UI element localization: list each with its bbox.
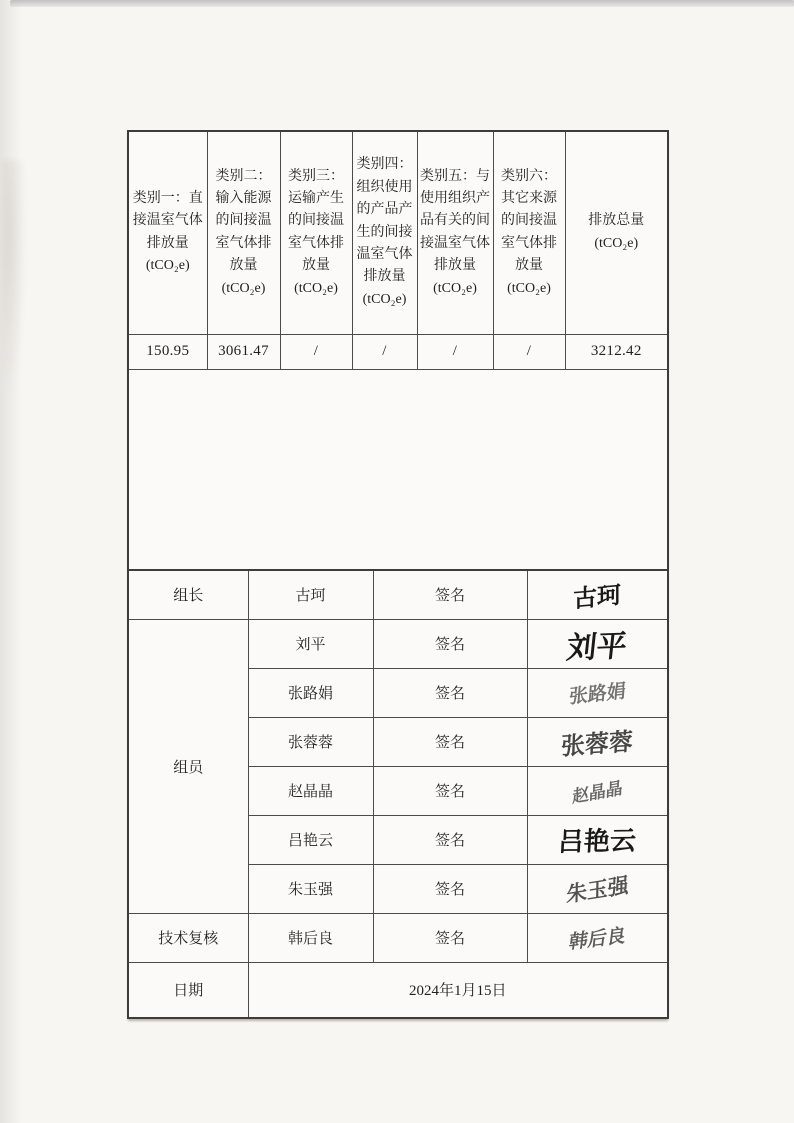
name-cell: 韩后良 (248, 913, 373, 962)
signature-cell (527, 864, 668, 913)
handwritten-signature: 吕艳云 (557, 826, 637, 857)
name-cell: 刘平 (248, 619, 373, 668)
name-cell: 张蓉蓉 (248, 717, 373, 766)
paper-smudge (2, 160, 28, 400)
value-category2: 3061.47 (207, 334, 280, 369)
signature-cell (527, 815, 668, 864)
col-header-category4: 类别四：组织使用的产品产生的间接温室气体排放量 (tCO₂e) (352, 131, 417, 334)
handwritten-signature: 朱玉强 (565, 872, 629, 907)
signature-cell (527, 570, 668, 620)
reviewer-row (128, 913, 668, 962)
col-header-category1: 类别一：直接温室气体排放量(tCO₂e) (128, 131, 207, 334)
col-header-category3: 类别三：运输产生的间接温室气体排放量 (tCO₂e) (280, 131, 352, 334)
leader-row (128, 570, 668, 620)
value-category3: / (280, 334, 352, 369)
col-header-category2: 类别二：输入能源的间接温室气体排放量 (tCO₂e) (207, 131, 280, 334)
emissions-header-row (128, 131, 668, 334)
value-category1: 150.95 (128, 334, 207, 369)
signature-cell (527, 913, 668, 962)
signature-table (127, 569, 669, 1019)
date-row (128, 962, 668, 1018)
sign-label-cell: 签名 (373, 619, 527, 668)
sign-label-cell: 签名 (373, 913, 527, 962)
handwritten-signature: 赵晶晶 (571, 778, 623, 807)
value-category5: / (417, 334, 493, 369)
signature-cell (527, 766, 668, 815)
sign-label-cell: 签名 (373, 570, 527, 620)
sign-label-cell: 签名 (373, 864, 527, 913)
sign-label-cell: 签名 (373, 717, 527, 766)
empty-spacer-row (128, 369, 668, 570)
handwritten-signature: 韩后良 (567, 925, 627, 954)
name-cell: 朱玉强 (248, 864, 373, 913)
member-row (128, 619, 668, 668)
document-table-area (127, 130, 669, 1019)
handwritten-signature: 张路娟 (568, 680, 627, 709)
handwritten-signature: 张蓉蓉 (560, 729, 634, 761)
role-cell-leader: 组长 (128, 570, 248, 620)
signature-cell (527, 619, 668, 668)
signature-cell (527, 717, 668, 766)
col-header-category6: 类别六：其它来源的间接温室气体排放量 (tCO₂e) (493, 131, 565, 334)
col-header-total: 排放总量 (tCO₂e) (565, 131, 668, 334)
handwritten-signature: 刘平 (565, 629, 629, 665)
sign-label-cell: 签名 (373, 766, 527, 815)
value-category6: / (493, 334, 565, 369)
scan-edge-artifact (10, 0, 794, 7)
name-cell: 张路娟 (248, 668, 373, 717)
empty-notes-cell (128, 369, 668, 570)
handwritten-signature: 古珂 (573, 582, 622, 614)
role-cell-reviewer: 技术复核 (128, 913, 248, 962)
value-category4: / (352, 334, 417, 369)
role-cell-members: 组员 (128, 619, 248, 913)
signature-cell (527, 668, 668, 717)
name-cell: 吕艳云 (248, 815, 373, 864)
name-cell: 赵晶晶 (248, 766, 373, 815)
date-label-cell: 日期 (128, 962, 248, 1018)
date-value-cell: 2024年1月15日 (248, 962, 668, 1018)
name-cell: 古珂 (248, 570, 373, 620)
value-total: 3212.42 (565, 334, 668, 369)
emissions-values-row (128, 334, 668, 369)
sign-label-cell: 签名 (373, 815, 527, 864)
col-header-category5: 类别五：与使用组织产品有关的间接温室气体排放量 (tCO₂e) (417, 131, 493, 334)
sign-label-cell: 签名 (373, 668, 527, 717)
emissions-summary-table (127, 130, 669, 571)
